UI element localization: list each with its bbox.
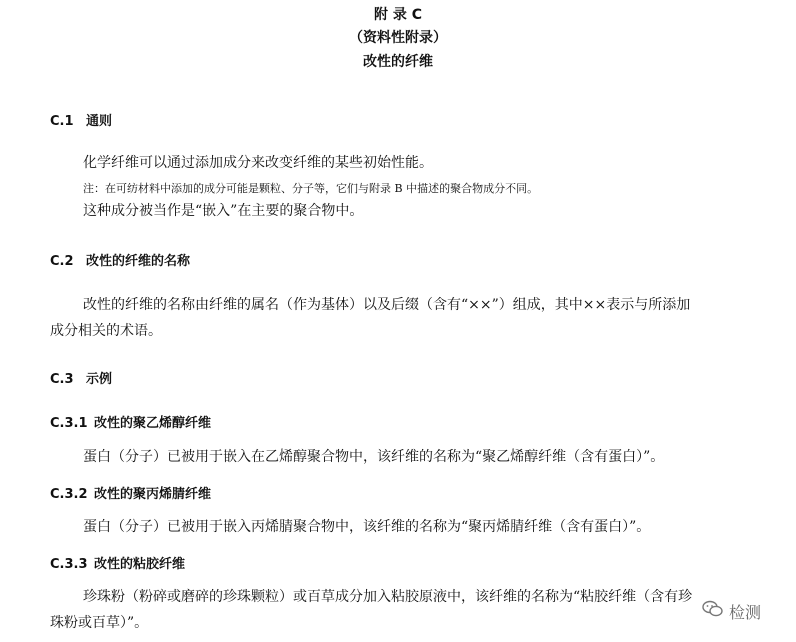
c1-paragraph-2: 这种成分被当作是“嵌入”在主要的聚合物中。 <box>83 203 364 219</box>
c2-paragraph-line-1: 改性的纤维的名称由纤维的属名（作为基体）以及后缀（含有“××”）组成，其中××表示与所添加 <box>83 297 691 313</box>
annex-name: 改性的纤维 <box>363 54 433 70</box>
c32-paragraph: 蛋白（分子）已被用于嵌入丙烯腈聚合物中，该纤维的名称为“聚丙烯腈纤维（含有蛋白）”。 <box>83 519 651 535</box>
c1-note: 注：在可纺材料中添加的成分可能是颗粒、分子等，它们与附录 B 中描述的聚合物成分不同。 <box>83 182 539 195</box>
watermark-text: 检测 <box>729 602 762 622</box>
section-title: 通则 <box>86 114 113 129</box>
section-c32-heading <box>50 483 211 502</box>
annex-title: 附 录 C <box>373 7 423 23</box>
c1-paragraph-1: 化学纤维可以通过添加成分来改变纤维的某些初始性能。 <box>83 155 433 171</box>
section-number: C.3.3 <box>50 557 88 572</box>
section-number: C.3 <box>50 372 74 387</box>
section-c2-heading <box>50 250 190 269</box>
c33-paragraph-line-1: 珍珠粉（粉碎或磨碎的珍珠颗粒）或百草成分加入粘胶原液中，该纤维的名称为“粘胶纤维（含有珍 <box>83 589 693 605</box>
section-c31-heading <box>50 412 211 431</box>
c33-paragraph-line-2: 珠粉或百草）”。 <box>50 615 149 631</box>
section-title: 改性的粘胶纤维 <box>94 557 186 572</box>
section-number: C.1 <box>50 114 74 129</box>
section-c33-heading <box>50 553 185 572</box>
section-number: C.3.1 <box>50 416 88 431</box>
c2-paragraph-line-2: 成分相关的术语。 <box>50 323 162 339</box>
annex-type: （资料性附录） <box>349 30 447 46</box>
section-title: 示例 <box>86 372 113 387</box>
section-c3-heading <box>50 368 112 387</box>
c31-paragraph: 蛋白（分子）已被用于嵌入在乙烯醇聚合物中，该纤维的名称为“聚乙烯醇纤维（含有蛋白）”。 <box>83 449 665 465</box>
section-title: 改性的纤维的名称 <box>86 254 191 269</box>
section-number: C.2 <box>50 254 74 269</box>
section-title: 改性的聚丙烯腈纤维 <box>94 487 212 502</box>
section-title: 改性的聚乙烯醇纤维 <box>94 416 212 431</box>
section-number: C.3.2 <box>50 487 88 502</box>
section-c1-heading <box>50 110 112 129</box>
wechat-icon <box>702 600 724 622</box>
watermark <box>698 596 794 626</box>
